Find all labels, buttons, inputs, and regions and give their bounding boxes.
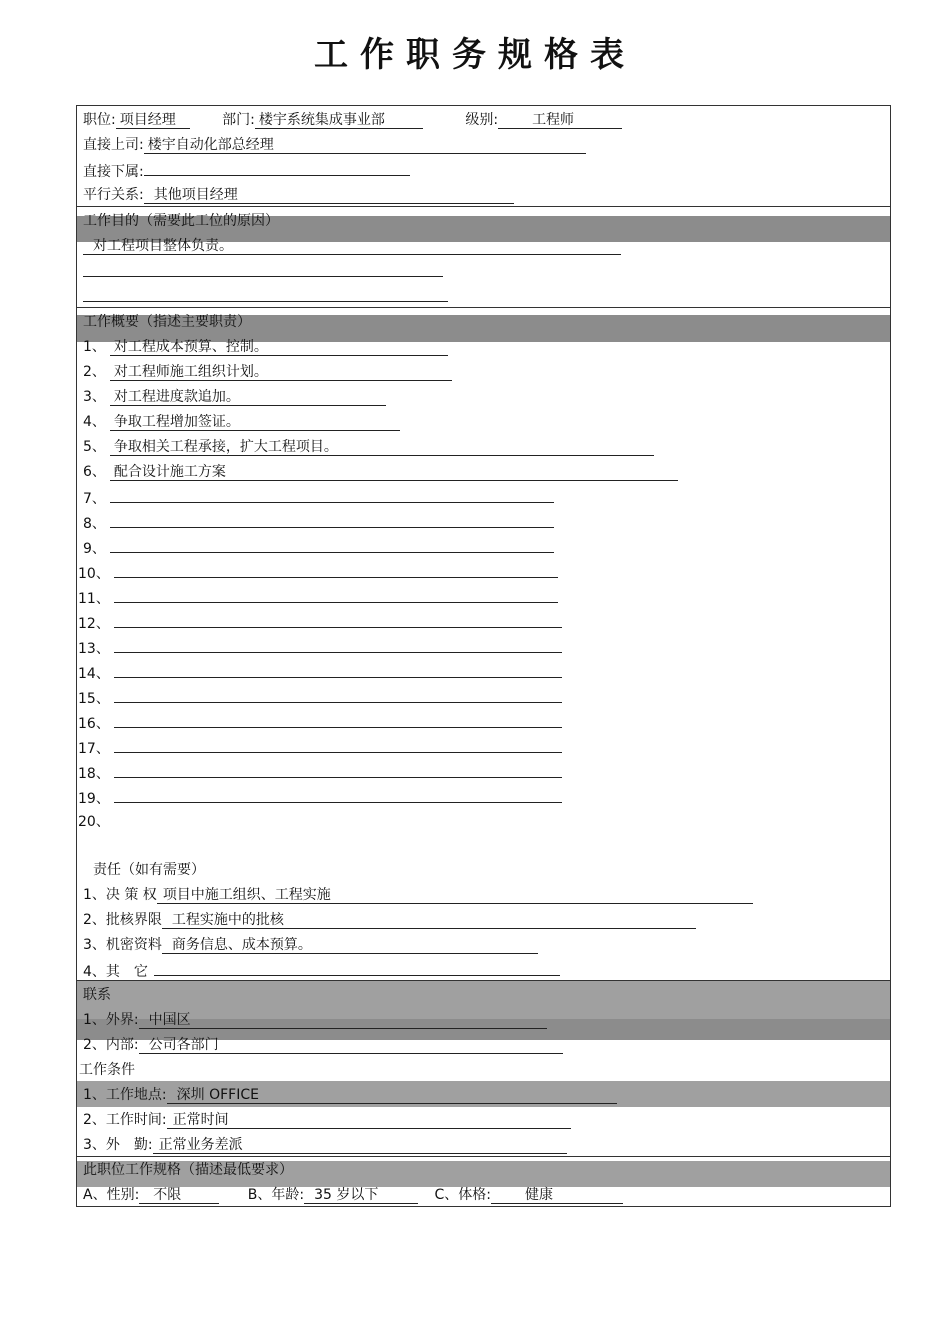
conditions-hours: [83, 1109, 571, 1131]
purpose-line-3: [83, 285, 448, 307]
responsibility-heading: 责任（如有需要）: [93, 862, 205, 878]
summary-item-field[interactable]: 对工程进度款追加。: [110, 389, 386, 406]
summary-item: [83, 536, 554, 558]
responsibility-item: [83, 959, 560, 981]
summary-item-field[interactable]: [110, 511, 554, 528]
summary-item-field[interactable]: [114, 636, 562, 653]
conditions-heading: 工作条件: [79, 1062, 135, 1078]
summary-item-field[interactable]: [110, 536, 554, 553]
summary-item-field[interactable]: 争取相关工程承接，扩大工程项目。: [110, 439, 654, 456]
purpose-field-1[interactable]: 对工程项目整体负责。: [83, 238, 621, 255]
spec-row: [83, 1184, 623, 1206]
summary-item-field[interactable]: [114, 661, 562, 678]
summary-item-field[interactable]: [114, 736, 562, 753]
hours-label: 2、工作时间:: [83, 1112, 167, 1128]
gender-field[interactable]: 不限: [139, 1187, 219, 1204]
summary-item: [78, 786, 562, 808]
purpose-line-2: [83, 260, 443, 282]
position-field[interactable]: 项目经理: [116, 112, 190, 129]
superior-field[interactable]: 楼宇自动化部总经理: [144, 137, 586, 154]
summary-item-number: 1、: [83, 339, 106, 355]
summary-item-field[interactable]: [114, 711, 562, 728]
responsibility-label: 1、决 策 权: [83, 887, 157, 903]
summary-item-field[interactable]: 对工程成本预算、控制。: [110, 339, 448, 356]
summary-item-field[interactable]: [114, 586, 558, 603]
summary-item: [78, 686, 562, 708]
divider: [77, 1156, 890, 1157]
purpose-line-1: [83, 235, 621, 257]
divider: [77, 307, 890, 308]
summary-item: [78, 711, 562, 733]
summary-item: [83, 386, 386, 408]
summary-item-field[interactable]: [114, 686, 562, 703]
summary-item: [78, 611, 562, 633]
peer-label: 平行关系:: [83, 187, 144, 203]
summary-item: [78, 636, 562, 658]
summary-item-field[interactable]: [114, 786, 562, 803]
summary-item: [83, 436, 654, 458]
responsibility-field[interactable]: 项目中施工组织、工程实施: [157, 887, 753, 904]
summary-item: [78, 561, 558, 583]
gender-label: A、性别:: [83, 1187, 140, 1203]
summary-item: [83, 411, 400, 433]
hours-field[interactable]: 正常时间: [167, 1112, 571, 1129]
summary-item: [78, 586, 558, 608]
contacts-external: [83, 1009, 547, 1031]
summary-item: [83, 461, 678, 483]
superior-label: 直接上司:: [83, 137, 144, 153]
summary-item-number: 4、: [83, 414, 106, 430]
subordinate-field[interactable]: [144, 159, 410, 176]
summary-item-number: 8、: [83, 516, 106, 532]
external-field[interactable]: 中国区: [139, 1012, 547, 1029]
summary-item: [83, 486, 554, 508]
responsibility-field[interactable]: 商务信息、成本预算。: [162, 937, 538, 954]
peer-field[interactable]: 其他项目经理: [144, 187, 514, 204]
responsibility-label: 2、批核界限: [83, 912, 162, 928]
summary-item-field[interactable]: [114, 611, 562, 628]
health-field[interactable]: 健康: [491, 1187, 623, 1204]
summary-item-field[interactable]: [110, 486, 554, 503]
responsibility-item: [83, 884, 753, 906]
responsibility-item: [83, 934, 538, 956]
level-field[interactable]: 工程师: [498, 112, 622, 129]
subordinate-label: 直接下属:: [83, 164, 144, 180]
location-field[interactable]: 深圳 OFFICE: [167, 1087, 617, 1104]
internal-label: 2、内部:: [83, 1037, 139, 1053]
summary-item: [78, 661, 562, 683]
summary-item: [78, 736, 562, 758]
job-spec-form: [76, 105, 891, 1207]
summary-item-number: 7、: [83, 491, 106, 507]
summary-item-number: 6、: [83, 464, 106, 480]
summary-item-field[interactable]: 争取工程增加签证。: [110, 414, 400, 431]
summary-item-field[interactable]: [114, 561, 558, 578]
header-row-superior: [83, 134, 586, 156]
travel-label: 3、外 勤:: [83, 1137, 153, 1153]
summary-item-number: 5、: [83, 439, 106, 455]
summary-item-field[interactable]: 配合设计施工方案: [110, 464, 678, 481]
internal-field[interactable]: 公司各部门: [139, 1037, 563, 1054]
summary-item-field[interactable]: 对工程师施工组织计划。: [110, 364, 452, 381]
summary-item-number: 16、: [78, 716, 110, 732]
department-label: 部门:: [222, 112, 255, 128]
summary-heading: 工作概要（指述主要职责）: [83, 314, 251, 330]
position-label: 职位:: [83, 112, 116, 128]
summary-item-number: 12、: [78, 616, 110, 632]
external-label: 1、外界:: [83, 1012, 139, 1028]
level-label: 级别:: [465, 112, 499, 128]
summary-item-number: 18、: [78, 766, 110, 782]
header-row-1: [83, 109, 622, 131]
summary-item-number: 10、: [78, 566, 110, 582]
header-row-peer: [83, 184, 514, 206]
summary-item-number: 3、: [83, 389, 106, 405]
conditions-location: [83, 1084, 617, 1106]
summary-item-number: 13、: [78, 641, 110, 657]
contacts-internal: [83, 1034, 563, 1056]
responsibility-label: 4、其 它: [83, 964, 148, 980]
contacts-heading: 联系: [83, 987, 111, 1003]
conditions-travel: [83, 1134, 567, 1156]
department-field[interactable]: 楼宇系统集成事业部: [255, 112, 423, 129]
summary-item-number: 11、: [78, 591, 110, 607]
summary-item: [83, 511, 554, 533]
purpose-heading: 工作目的（需要此工位的原因）: [83, 213, 279, 229]
health-label: C、体格:: [434, 1187, 492, 1203]
responsibility-field[interactable]: [154, 959, 560, 976]
summary-item-number: 2、: [83, 364, 106, 380]
responsibility-item: [83, 909, 696, 931]
purpose-field-3[interactable]: [83, 285, 448, 302]
summary-item-number: 20、: [78, 814, 110, 830]
summary-item: [83, 336, 448, 358]
responsibility-field[interactable]: 工程实施中的批核: [162, 912, 696, 929]
location-label: 1、工作地点:: [83, 1087, 167, 1103]
age-label: B、年龄:: [247, 1187, 305, 1203]
summary-item-field[interactable]: [114, 761, 562, 778]
spec-heading: 此职位工作规格（描述最低要求）: [83, 1162, 293, 1178]
page-title: 工作职务规格表: [314, 35, 636, 75]
summary-item-number: 15、: [78, 691, 110, 707]
summary-item: [78, 761, 562, 783]
summary-item-number: 14、: [78, 666, 110, 682]
summary-item: [78, 811, 110, 833]
age-field[interactable]: 35 岁以下: [304, 1187, 418, 1204]
summary-item: [83, 361, 452, 383]
responsibility-label: 3、机密资料: [83, 937, 162, 953]
travel-field[interactable]: 正常业务差派: [153, 1137, 567, 1154]
summary-item-number: 17、: [78, 741, 110, 757]
summary-item-number: 19、: [78, 791, 110, 807]
summary-item-number: 9、: [83, 541, 106, 557]
divider: [77, 206, 890, 207]
header-row-subordinate: [83, 159, 410, 181]
purpose-field-2[interactable]: [83, 260, 443, 277]
